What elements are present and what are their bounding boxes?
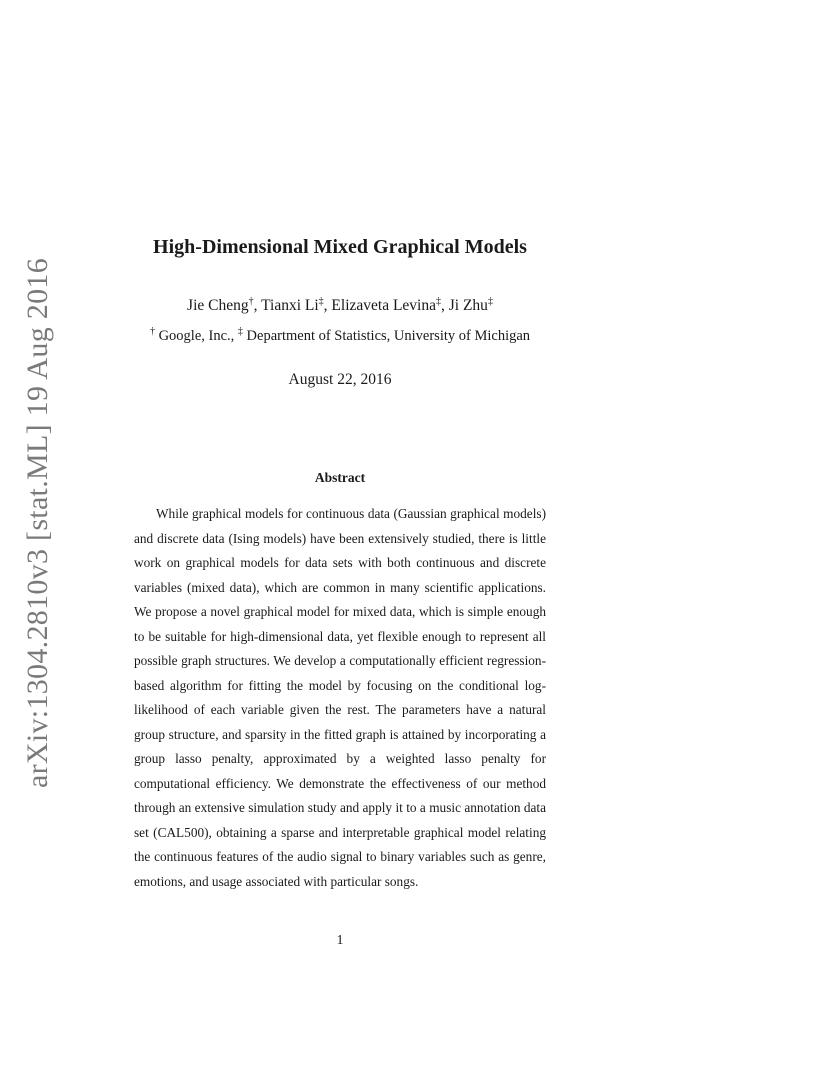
author-name: Jie Cheng	[187, 297, 249, 314]
affiliations	[0, 328, 680, 345]
author-name: Elizaveta Levina	[331, 297, 436, 314]
abstract-heading: Abstract	[314, 470, 366, 485]
author-name: Tianxi Li	[261, 297, 319, 314]
author-list: Jie Cheng†, Tianxi Li‡, Elizaveta Levina‡, Ji Zhu‡	[187, 296, 493, 314]
paper-title: High-Dimensional Mixed Graphical Models	[153, 236, 527, 258]
author-name: Ji Zhu	[448, 297, 488, 314]
affiliation-mark: ‡	[318, 296, 324, 307]
arxiv-identifier-stamp: arXiv:1304.2810v3 [stat.ML] 19 Aug 2016	[21, 258, 54, 788]
affiliation-mark: ‡	[487, 296, 493, 307]
page-number: 1	[336, 933, 344, 948]
affiliation-google: Google, Inc.,	[158, 328, 235, 344]
affiliation-mark: †	[149, 326, 155, 337]
affiliation-mark: †	[248, 296, 254, 307]
paper-date: August 22, 2016	[288, 371, 392, 388]
affiliation-mark: ‡	[237, 326, 243, 337]
affiliation-umich: Department of Statistics, University of Michigan	[246, 328, 531, 344]
abstract-body: While graphical models for continuous data (Gaussian graphical models) and discrete data (Ising models) have been extensively studied, there is little work on graphical models for data sets with both continuous and discrete variables (mixed data), which are common in many scientific applications. We propose a novel graphical model for mixed data, which is simple enough to be suitable for high-dimensional data, yet flexible enough to represent all possible graph structures. We develop a computationally efficient regression-based algorithm for fitting the model by focusing on the conditional log-likelihood of each variable given the rest. The parameters have a natural group structure, and sparsity in the fitted graph is attained by incorporating a group lasso penalty, approximated by a weighted lasso penalty for computational efficiency. We demonstrate the effectiveness of our method through an extensive simulation study and apply it to a music annotation data set (CAL500), obtaining a sparse and interpretable graphical model relating the continuous features of the audio signal to binary variables such as genre, emotions, and usage associated with particular songs.	[134, 506, 546, 889]
affiliation-mark: ‡	[436, 296, 441, 307]
